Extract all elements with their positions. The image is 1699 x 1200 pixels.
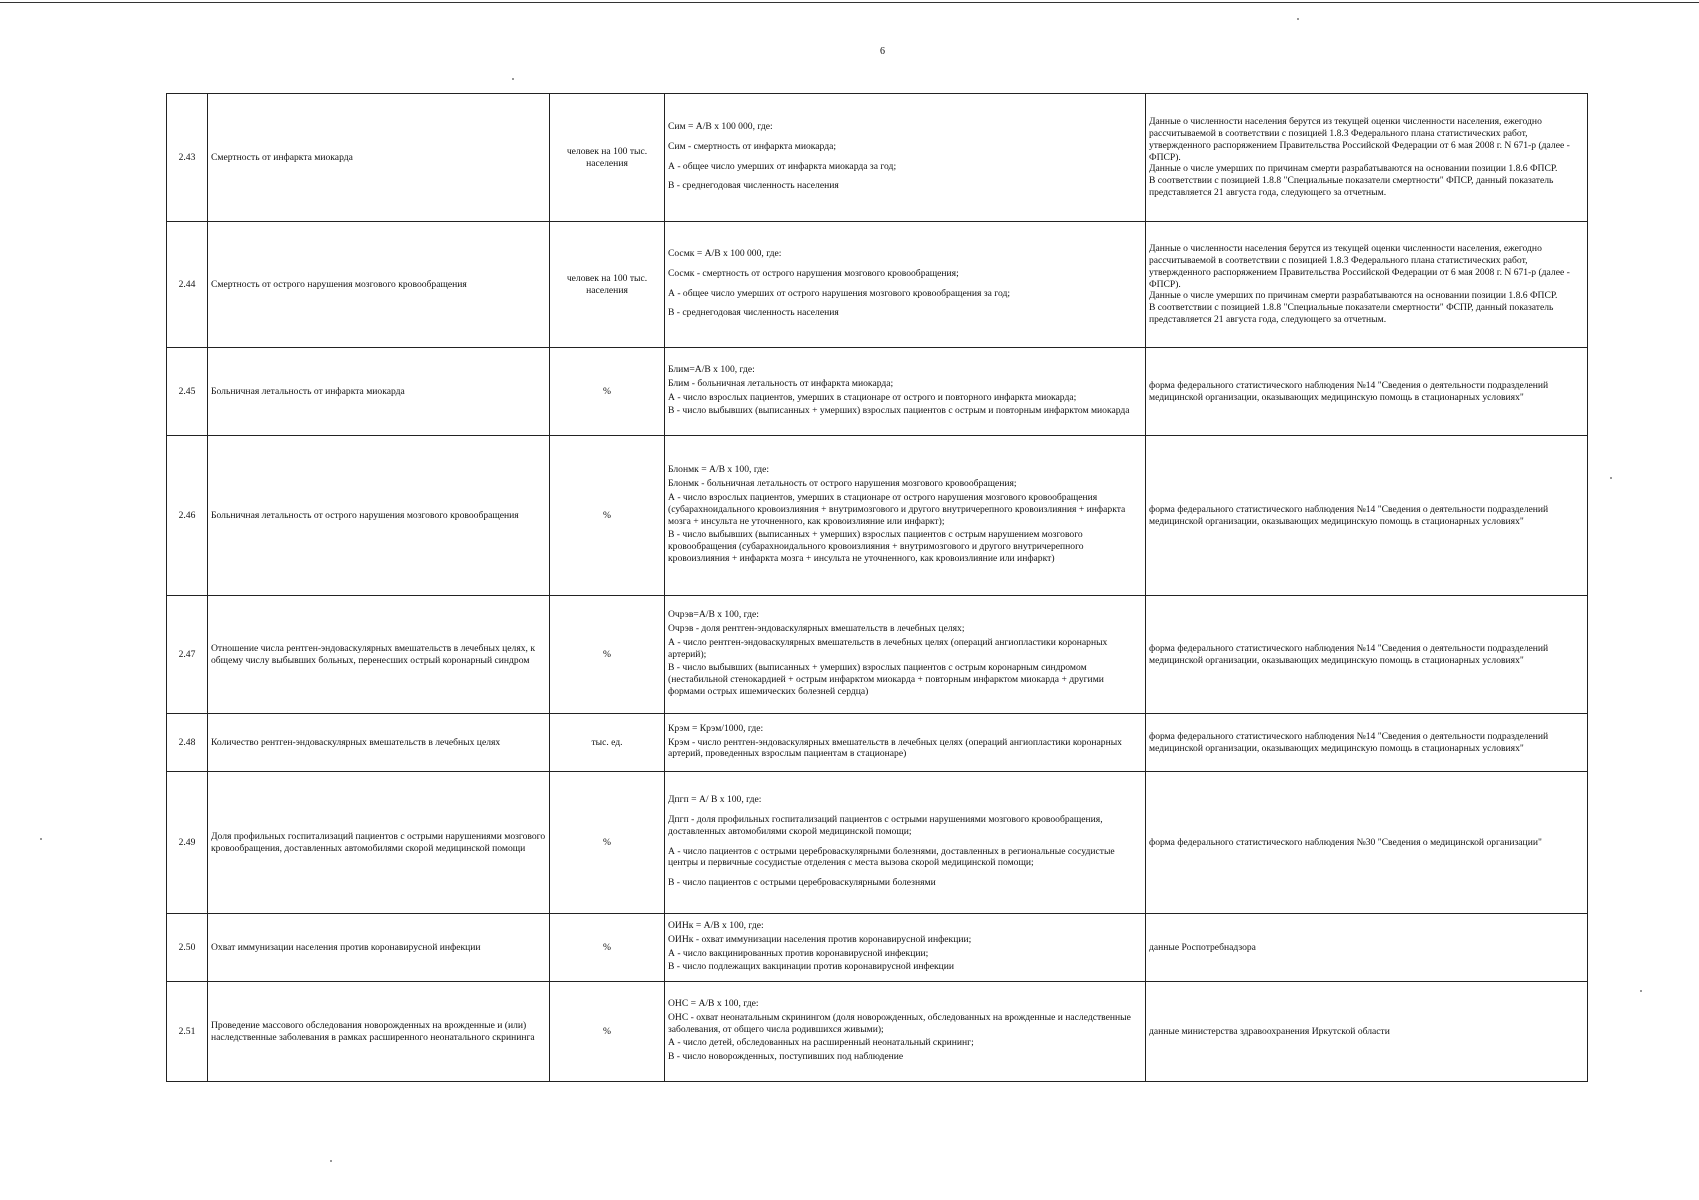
indicator-name: Доля профильных госпитализаций пациентов с острыми нарушениями мозгового кровообращения, доставленных автомобилями скорой медицинской помощи xyxy=(208,772,550,914)
source-paragraph: форма федерального статистического наблюдения №14 "Сведения о деятельности подразделений медицинской организации, оказывающих медицинскую помощь в стационарных условиях" xyxy=(1149,379,1549,403)
table-row xyxy=(167,982,1588,1082)
formula-line: А - число рентген-эндоваскулярных вмешательств в лечебных целях (операций ангиопластики коронарных артерий); xyxy=(668,636,1108,660)
row-number: 2.47 xyxy=(167,596,208,714)
formula-line: Блим=А/В х 100, где: xyxy=(668,363,755,375)
formula-line: Дпгп = А/ В х 100, где: xyxy=(668,793,762,805)
indicator-name: Проведение массового обследования новорожденных на врожденные и (или) наследственные заболевания в рамках расширенного неонатального скрининга xyxy=(208,982,550,1082)
formula-line: А - число взрослых пациентов, умерших в стационаре от острого и повторного инфаркта миокарда; xyxy=(668,391,1077,403)
scan-speck xyxy=(1610,477,1612,479)
data-source xyxy=(1146,982,1588,1082)
formula-line: В - среднегодовая численность населения xyxy=(668,307,839,319)
calculation-method xyxy=(665,772,1146,914)
formula-line: ОНС = А/В х 100, где: xyxy=(668,997,759,1009)
calculation-method xyxy=(665,436,1146,596)
formula-line: Дпгп - доля профильных госпитализаций пациентов с острыми нарушениями мозгового кровообращения, доставленных автомобилями скорой медицинской помощи; xyxy=(668,813,1103,837)
indicator-name: Количество рентген-эндоваскулярных вмешательств в лечебных целях xyxy=(208,714,550,772)
data-source xyxy=(1146,714,1588,772)
data-source xyxy=(1146,348,1588,436)
formula-line: В - число выбывших (выписанных + умерших) взрослых пациентов с острым нарушением мозгового кровообращения (субарахноидального кровоизлияния + внутримозгового и другого внутричерепного кровоизлияния + инфаркта мозга + инсульта не уточненного, как кровоизлияние или инфаркт) xyxy=(668,529,1084,565)
scan-speck xyxy=(512,78,514,80)
data-source xyxy=(1146,596,1588,714)
calculation-method xyxy=(665,94,1146,222)
formula-line: ОИНк = А/В х 100, где: xyxy=(668,919,764,931)
scan-speck xyxy=(1640,990,1642,992)
indicator-name: Отношение числа рентген-эндоваскулярных вмешательств в лечебных целях, к общему числу выбывших больных, перенесших острый коронарный синдром xyxy=(208,596,550,714)
source-paragraph: Данные о численности населения берутся из текущей оценки численности населения, ежегодно рассчитываемой в соответствии с позицией 1.8.3 Федерального плана статистических работ, утвержденного распоряжением Правительства Российской Федерации от 6 мая 2008 г. N 671-р (далее - ФПСР). xyxy=(1149,115,1570,163)
calculation-method xyxy=(665,982,1146,1082)
source-paragraph: данные Роспотребнадзора xyxy=(1149,941,1256,953)
formula-line: В - число выбывших (выписанных + умерших) взрослых пациентов с острым коронарным синдромом (нестабильной стенокардией + острым инфарктом миокарда + повторным инфарктом миокарда + другими формами острых ишемических болезней сердца) xyxy=(668,662,1104,698)
formula-line: В - число выбывших (выписанных + умерших) взрослых пациентов с острым и повторным инфарктом миокарда xyxy=(668,405,1130,417)
table-row xyxy=(167,914,1588,982)
formula-line: Очрэв - доля рентген-эндоваскулярных вмешательств в лечебных целях; xyxy=(668,622,965,634)
scan-speck xyxy=(40,838,42,840)
unit-of-measure: тыс. ед. xyxy=(550,714,665,772)
source-paragraph: форма федерального статистического наблюдения №14 "Сведения о деятельности подразделений медицинской организации, оказывающих медицинскую помощь в стационарных условиях" xyxy=(1149,503,1549,527)
formula-line: А - число взрослых пациентов, умерших в стационаре от острого нарушения мозгового кровообращения (субарахноидального кровоизлияния + внутримозгового и другого внутричерепного кровоизлияния + инфаркта мозга + инсульта не уточненного, как кровоизлияние или инфаркт); xyxy=(668,491,1126,527)
source-paragraph: форма федерального статистического наблюдения №14 "Сведения о деятельности подразделений медицинской организации, оказывающих медицинскую помощь в стационарных условиях" xyxy=(1149,730,1549,754)
indicator-name: Больничная летальность от острого нарушения мозгового кровообращения xyxy=(208,436,550,596)
calculation-method xyxy=(665,596,1146,714)
data-source xyxy=(1146,914,1588,982)
row-number: 2.46 xyxy=(167,436,208,596)
table-row xyxy=(167,596,1588,714)
source-paragraph: В соответствии с позицией 1.8.8 "Специальные показатели смертности" ФПСР, данный показатель представляется 21 августа года, следующего за отчетным. xyxy=(1149,175,1554,199)
row-number: 2.43 xyxy=(167,94,208,222)
source-paragraph: Данные о численности населения берутся из текущей оценки численности населения, ежегодно рассчитываемой в соответствии с позицией 1.8.3 Федерального плана статистических работ, утвержденного распоряжением Правительства Российской Федерации от 6 мая 2008 г. N 671-р (далее - ФПСР). xyxy=(1149,242,1570,290)
calculation-method xyxy=(665,714,1146,772)
formula-line: А - число пациентов с острыми цереброваскулярными болезнями, доставленных в региональные сосудистые центры и первичные сосудистые отделения с места вызова скорой медицинской помощи; xyxy=(668,845,1115,869)
data-source xyxy=(1146,436,1588,596)
calculation-method xyxy=(665,222,1146,348)
formula-line: В - число подлежащих вакцинации против коронавирусной инфекции xyxy=(668,961,955,973)
formula-line: А - общее число умерших от острого нарушения мозгового кровообращения за год; xyxy=(668,287,1011,299)
page-number: 6 xyxy=(880,46,885,57)
unit-of-measure: человек на 100 тыс. населения xyxy=(550,222,665,348)
table-body xyxy=(167,94,1588,1082)
row-number: 2.49 xyxy=(167,772,208,914)
data-source xyxy=(1146,772,1588,914)
formula-line: Блим - больничная летальность от инфаркта миокарда; xyxy=(668,377,894,389)
formula-line: Сосмк - смертность от острого нарушения мозгового кровообращения; xyxy=(668,267,959,279)
formula-line: В - число новорожденных, поступивших под наблюдение xyxy=(668,1051,904,1063)
source-paragraph: Данные о числе умерших по причинам смерти разрабатываются на основании позиции 1.8.6 ФПСР. xyxy=(1149,290,1558,302)
source-paragraph: данные министерства здравоохранения Иркутской области xyxy=(1149,1025,1390,1037)
unit-of-measure: % xyxy=(550,914,665,982)
formula-line: Крэм - число рентген-эндоваскулярных вмешательств в лечебных целях (операций ангиопластики коронарных артерий, проведенных взрослым пациентам в стационаре) xyxy=(668,736,1122,760)
source-paragraph: Данные о числе умерших по причинам смерти разрабатываются на основании позиции 1.8.6 ФПСР. xyxy=(1149,163,1558,175)
source-paragraph: форма федерального статистического наблюдения №30 "Сведения о медицинской организации" xyxy=(1149,836,1542,848)
row-number: 2.50 xyxy=(167,914,208,982)
calculation-method xyxy=(665,914,1146,982)
formula-line: Блонмк = А/В х 100, где: xyxy=(668,463,770,475)
row-number: 2.45 xyxy=(167,348,208,436)
unit-of-measure: % xyxy=(550,772,665,914)
unit-of-measure: % xyxy=(550,982,665,1082)
indicator-name: Смертность от острого нарушения мозгового кровообращения xyxy=(208,222,550,348)
indicator-name: Больничная летальность от инфаркта миокарда xyxy=(208,348,550,436)
table-row xyxy=(167,348,1588,436)
formula-line: Сим = А/В х 100 000, где: xyxy=(668,120,773,132)
row-number: 2.51 xyxy=(167,982,208,1082)
top-border-rule xyxy=(0,2,1699,3)
data-source xyxy=(1146,94,1588,222)
formula-line: Очрэв=А/В х 100, где: xyxy=(668,608,759,620)
calculation-method xyxy=(665,348,1146,436)
formula-line: А - число детей, обследованных на расширенный неонатальный скрининг; xyxy=(668,1037,974,1049)
indicators-table xyxy=(166,93,1588,1082)
formula-line: Блонмк - больничная летальность от острого нарушения мозгового кровообращения; xyxy=(668,477,1017,489)
unit-of-measure: % xyxy=(550,596,665,714)
formula-line: Сим - смертность от инфаркта миокарда; xyxy=(668,140,836,152)
formula-line: Крэм = Крэм/1000, где: xyxy=(668,722,764,734)
source-paragraph: форма федерального статистического наблюдения №14 "Сведения о деятельности подразделений медицинской организации, оказывающих медицинскую помощь в стационарных условиях" xyxy=(1149,642,1549,666)
data-source xyxy=(1146,222,1588,348)
indicator-name: Смертность от инфаркта миокарда xyxy=(208,94,550,222)
formula-line: Сосмк = А/В х 100 000, где: xyxy=(668,247,782,259)
formula-line: А - общее число умерших от инфаркта миокарда за год; xyxy=(668,160,897,172)
scan-speck xyxy=(330,1160,332,1162)
indicator-name: Охват иммунизации населения против коронавирусной инфекции xyxy=(208,914,550,982)
unit-of-measure: % xyxy=(550,348,665,436)
row-number: 2.48 xyxy=(167,714,208,772)
row-number: 2.44 xyxy=(167,222,208,348)
unit-of-measure: % xyxy=(550,436,665,596)
formula-line: В - число пациентов с острыми цереброваскулярными болезнями xyxy=(668,877,936,889)
unit-of-measure: человек на 100 тыс. населения xyxy=(550,94,665,222)
table-row xyxy=(167,436,1588,596)
scan-speck xyxy=(1297,18,1299,20)
table-row xyxy=(167,714,1588,772)
table-row xyxy=(167,94,1588,222)
formula-line: ОНС - охват неонатальным скринингом (доля новорожденных, обследованных на врожденные и наследственные заболевания, от общего числа родившихся живыми); xyxy=(668,1011,1131,1035)
formula-line: ОИНк - охват иммунизации населения против коронавирусной инфекции; xyxy=(668,933,972,945)
formula-line: А - число вакцинированных против коронавирусной инфекции; xyxy=(668,947,929,959)
formula-line: В - среднегодовая численность населения xyxy=(668,180,839,192)
source-paragraph: В соответствии с позицией 1.8.8 "Специальные показатели смертности" ФСПР, данный показатель представляется 21 августа года, следующего за отчетным. xyxy=(1149,302,1554,326)
table-row xyxy=(167,772,1588,914)
table-row xyxy=(167,222,1588,348)
